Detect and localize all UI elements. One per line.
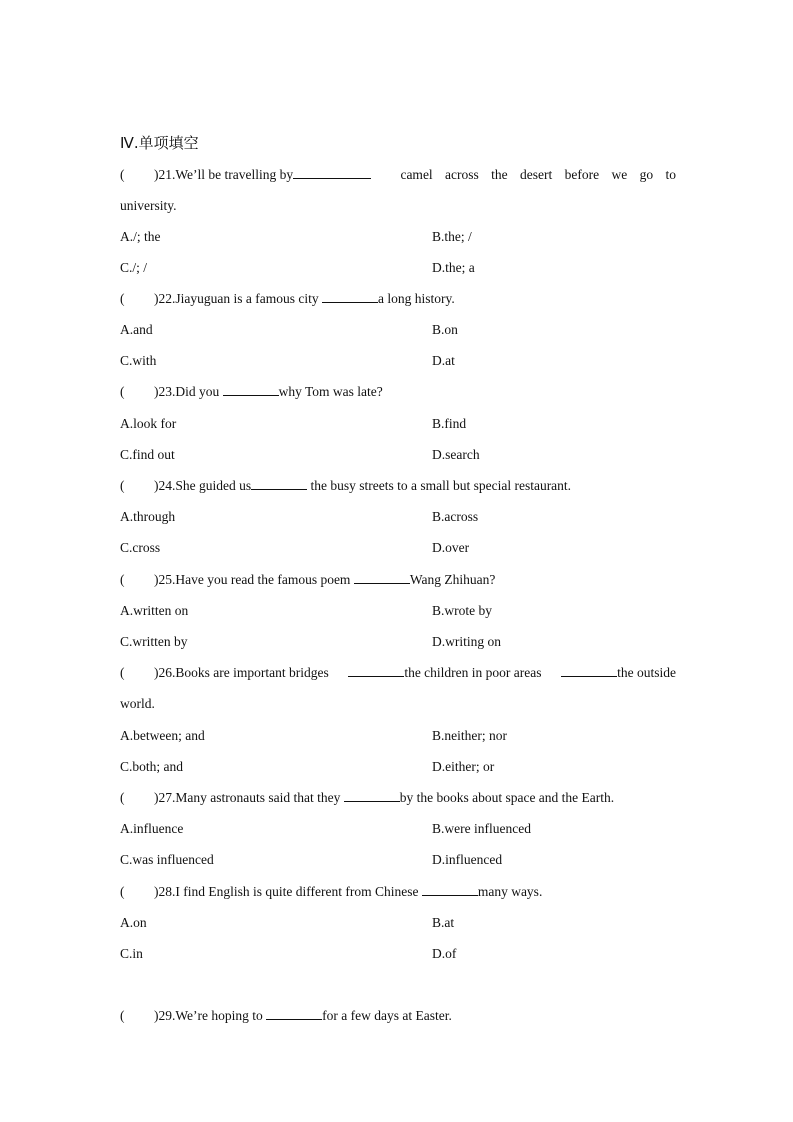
question-27-option-c[interactable]: C.was influenced — [120, 852, 214, 867]
question-24-option-d[interactable]: D.over — [432, 540, 470, 555]
question-26-blank-1[interactable] — [348, 664, 404, 677]
question-22-stem — [120, 290, 676, 308]
question-27-text-after: by the books about space and the Earth. — [399, 790, 615, 805]
question-24-text-after: the busy streets to a small but special restaurant. — [310, 478, 572, 493]
question-29-text-after: for a few days at Easter. — [322, 1008, 452, 1023]
question-22-text-before: )22.Jiayuguan is a famous city — [154, 291, 319, 306]
question-26-option-d[interactable]: D.either; or — [432, 759, 495, 774]
question-24-paren: ( — [120, 478, 125, 493]
question-27-option-d[interactable]: D.influenced — [432, 852, 503, 867]
question-26-paren: ( — [120, 665, 125, 680]
question-26-text-mid: the children in poor areas — [404, 665, 542, 680]
question-25-stem — [120, 571, 676, 589]
question-27-blank[interactable] — [344, 789, 400, 802]
question-21-option-c[interactable]: C./; / — [120, 260, 148, 275]
question-26-stem-cont: world. — [120, 696, 155, 711]
question-25-blank[interactable] — [354, 571, 410, 584]
question-28-option-b[interactable]: B.at — [432, 915, 455, 930]
question-22-text-after: a long history. — [377, 291, 455, 306]
question-22-blank[interactable] — [322, 290, 378, 303]
question-24-option-b[interactable]: B.across — [432, 509, 479, 524]
question-23-blank[interactable] — [223, 383, 279, 396]
question-27-text-before: )27.Many astronauts said that they — [154, 790, 341, 805]
question-26-blank-2[interactable] — [561, 664, 617, 677]
question-23-option-c[interactable]: C.find out — [120, 447, 175, 462]
question-24-option-a[interactable]: A.through — [120, 509, 176, 524]
question-23-text-after: why Tom was late? — [278, 384, 383, 399]
question-23-option-a[interactable]: A.look for — [120, 416, 177, 431]
question-28-stem — [120, 883, 676, 901]
question-24-stem — [120, 477, 676, 495]
question-25-option-c[interactable]: C.written by — [120, 634, 188, 649]
question-22-option-d[interactable]: D.at — [432, 353, 455, 368]
question-29-stem — [120, 1007, 676, 1025]
question-27-paren: ( — [120, 790, 125, 805]
question-25-text-before: )25.Have you read the famous poem — [154, 572, 351, 587]
question-21-option-a[interactable]: A./; the — [120, 229, 161, 244]
section-title: Ⅳ.单项填空 — [120, 134, 199, 152]
question-21-option-d[interactable]: D.the; a — [432, 260, 475, 275]
question-22-option-a[interactable]: A.and — [120, 322, 153, 337]
question-28-text-before: )28.I find English is quite different from Chinese — [154, 884, 419, 899]
question-23-stem — [120, 383, 676, 401]
question-25-option-a[interactable]: A.written on — [120, 603, 189, 618]
question-21-text-before: )21.We’ll be travelling by — [154, 167, 294, 182]
question-28-blank[interactable] — [422, 883, 478, 896]
question-29-text-before: )29.We’re hoping to — [154, 1008, 263, 1023]
question-25-option-b[interactable]: B.wrote by — [432, 603, 492, 618]
question-21-text-after: camel across the desert before we go to — [400, 167, 676, 182]
question-28-option-a[interactable]: A.on — [120, 915, 147, 930]
question-26-stem — [120, 664, 676, 682]
question-21-stem — [120, 166, 676, 184]
question-21-blank[interactable] — [293, 166, 371, 179]
question-28-paren: ( — [120, 884, 125, 899]
question-21-paren: ( — [120, 167, 125, 182]
question-28-option-d[interactable]: D.of — [432, 946, 457, 961]
question-26-text-after: the outside — [617, 665, 676, 680]
question-23-option-b[interactable]: B.find — [432, 416, 467, 431]
question-26-option-a[interactable]: A.between; and — [120, 728, 205, 743]
question-27-option-b[interactable]: B.were influenced — [432, 821, 531, 836]
question-29-paren: ( — [120, 1008, 125, 1023]
question-26-option-b[interactable]: B.neither; nor — [432, 728, 507, 743]
question-23-text-before: )23.Did you — [154, 384, 220, 399]
question-22-option-c[interactable]: C.with — [120, 353, 157, 368]
question-21-stem-cont: university. — [120, 198, 177, 213]
question-27-option-a[interactable]: A.influence — [120, 821, 184, 836]
question-24-blank[interactable] — [251, 477, 307, 490]
question-25-paren: ( — [120, 572, 125, 587]
question-22-option-b[interactable]: B.on — [432, 322, 458, 337]
question-22-paren: ( — [120, 291, 125, 306]
question-24-text-before: )24.She guided us — [154, 478, 252, 493]
question-25-option-d[interactable]: D.writing on — [432, 634, 501, 649]
question-24-option-c[interactable]: C.cross — [120, 540, 161, 555]
question-28-option-c[interactable]: C.in — [120, 946, 143, 961]
question-27-stem — [120, 789, 676, 807]
question-21-option-b[interactable]: B.the; / — [432, 229, 472, 244]
question-23-option-d[interactable]: D.search — [432, 447, 480, 462]
question-26-option-c[interactable]: C.both; and — [120, 759, 183, 774]
question-23-paren: ( — [120, 384, 125, 399]
question-29-blank[interactable] — [266, 1007, 322, 1020]
question-25-text-after: Wang Zhihuan? — [409, 572, 496, 587]
question-28-text-after: many ways. — [477, 884, 543, 899]
question-26-text-before: )26.Books are important bridges — [154, 665, 329, 680]
